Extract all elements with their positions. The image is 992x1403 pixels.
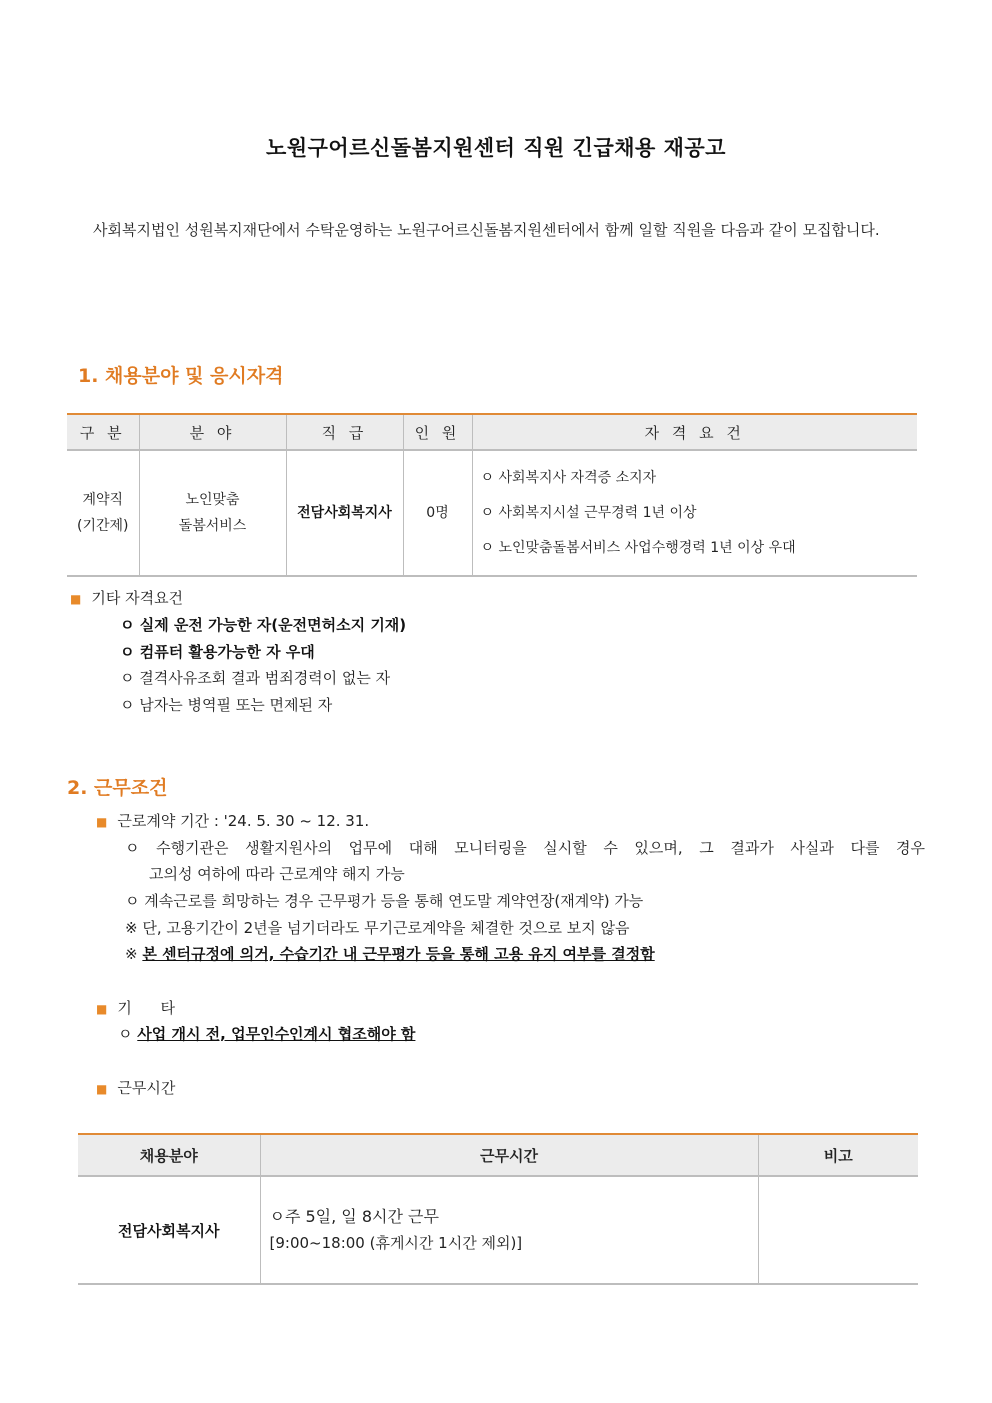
hours-line2: [9:00~18:00 (휴게시간 1시간 제외)] [269, 1234, 523, 1252]
table-row [67, 450, 917, 576]
cell-field: 전담사회복지사 [78, 1176, 260, 1284]
intro-paragraph: 사회복지법인 성원복지재단에서 수탁운영하는 노원구어르신돌봄지원센터에서 함께 일할 직원을 다음과 같이 모집합니다. [93, 221, 880, 239]
hours-line1: ㅇ주 5일, 일 8시간 근무 [269, 1207, 439, 1226]
field-line1: 노인맞춤 [185, 492, 240, 508]
working-hours-table [78, 1133, 918, 1285]
type-line1: 계약직 [82, 492, 124, 508]
cell-type [67, 450, 139, 576]
cell-quals [472, 450, 917, 576]
probation-notice: 본 센터규정에 의거, 수습기간 내 근무평가 등을 통해 고용 유지 여부를 결정함 [142, 945, 655, 963]
contract-item: ㅇ 수행기관은 생활지원사의 업무에 대해 모니터링을 실시할 수 있으며, 그 결과가 사실과 다를 경우 [125, 839, 925, 857]
other-item: ㅇ 남자는 병역필 또는 면제된 자 [120, 696, 333, 714]
contract-period-label: ■ 근로계약 기간 : '24. 5. 30 ~ 12. 31. [96, 812, 370, 830]
header-quals: 자 격 요 건 [472, 414, 917, 450]
other-qualifications-label: ■ 기타 자격요건 [70, 589, 184, 607]
other-item: ㅇ 컴퓨터 활용가능한 자 우대 [120, 643, 315, 661]
contract-note [125, 943, 655, 964]
section1-heading: 1. 채용분야 및 응시자격 [78, 365, 284, 387]
cell-count: 0명 [403, 450, 472, 576]
type-line2: (기간제) [77, 518, 129, 534]
cell-note [758, 1176, 918, 1284]
handover-notice: 사업 개시 전, 업무인수인계시 협조해야 함 [137, 1025, 416, 1043]
header-hours: 근무시간 [260, 1134, 758, 1176]
recruitment-table [67, 413, 917, 577]
etc-label: ■ 기 타 [96, 999, 175, 1017]
page-title: 노원구어르신돌봄지원센터 직원 긴급채용 재공고 [266, 136, 726, 160]
etc-item [118, 1023, 415, 1044]
cell-hours [260, 1176, 758, 1284]
reference-mark: ※ [125, 945, 138, 963]
square-bullet-icon: ■ [96, 815, 108, 829]
square-bullet-icon: ■ [70, 592, 82, 606]
other-item: ㅇ 결격사유조회 결과 범죄경력이 없는 자 [120, 669, 391, 687]
table-row [78, 1176, 918, 1284]
header-note: 비고 [758, 1134, 918, 1176]
header-field: 채용분야 [78, 1134, 260, 1176]
section2-heading: 2. 근무조건 [67, 777, 168, 799]
header-rank: 직 급 [286, 414, 403, 450]
working-hours-label: ■ 근무시간 [96, 1079, 176, 1097]
cell-rank: 전담사회복지사 [286, 450, 403, 576]
hours-table-header [78, 1134, 918, 1176]
contract-item: ㅇ 계속근로를 희망하는 경우 근무평가 등을 통해 연도말 계약연장(재계약) 가능 [125, 892, 644, 910]
other-item: ㅇ 실제 운전 가능한 자(운전면허소지 기재) [120, 616, 407, 634]
header-field: 분 야 [139, 414, 286, 450]
square-bullet-icon: ■ [96, 1002, 108, 1016]
qual-item: ㅇ 사회복지시설 근무경력 1년 이상 [480, 504, 697, 521]
qual-item: ㅇ 노인맞춤돌봄서비스 사업수행경력 1년 이상 우대 [480, 539, 796, 556]
circle-bullet: ㅇ [118, 1025, 133, 1043]
cell-field [139, 450, 286, 576]
recruitment-table-header [67, 414, 917, 450]
square-bullet-icon: ■ [96, 1082, 108, 1096]
header-count: 인 원 [403, 414, 472, 450]
qual-item: ㅇ 사회복지사 자격증 소지자 [480, 469, 657, 486]
header-type: 구 분 [67, 414, 139, 450]
field-line2: 돌봄서비스 [178, 518, 247, 534]
contract-note: ※ 단, 고용기간이 2년을 넘기더라도 무기근로계약을 체결한 것으로 보지 않음 [125, 919, 630, 937]
contract-item-continued: 고의성 여하에 따라 근로계약 해지 가능 [149, 865, 405, 883]
